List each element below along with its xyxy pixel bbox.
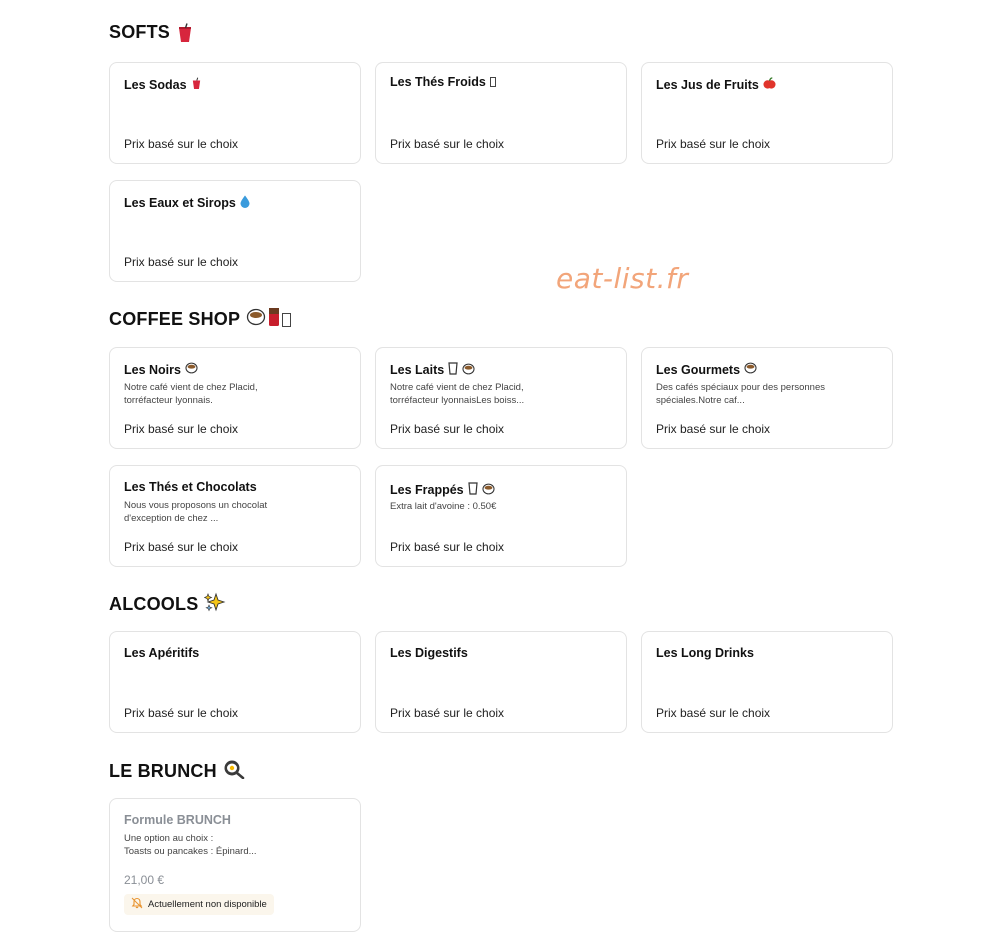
- droplet-icon: [240, 195, 250, 211]
- category-card-jus-de-fruits[interactable]: Les Jus de Fruits Prix basé sur le choix: [641, 62, 893, 164]
- section-title-softs: SOFTS: [109, 22, 194, 43]
- frying-pan-egg-icon: [223, 759, 245, 784]
- glass-of-milk-icon: [468, 482, 478, 498]
- watermark: eat-list.fr: [556, 262, 689, 295]
- hot-beverage-icon: [744, 362, 757, 377]
- unavailable-badge: Actuellement non disponible: [124, 894, 274, 915]
- section-title-brunch: LE BRUNCH: [109, 759, 245, 784]
- sparkles-icon: [204, 592, 226, 617]
- category-card-eaux-sirops[interactable]: Les Eaux et Sirops Prix basé sur le choix: [109, 180, 361, 282]
- category-card-sodas[interactable]: Les Sodas Prix basé sur le choix: [109, 62, 361, 164]
- section-title-alcools: ALCOOLS: [109, 592, 226, 617]
- glass-of-milk-icon: [448, 362, 458, 378]
- product-card-formule-brunch[interactable]: Formule BRUNCH Une option au choix : Toasts ou pancakes : Épinard... 21,00 € Actuellement non disponible: [109, 798, 361, 932]
- category-card-laits[interactable]: Les Laits Notre café vient de chez Placid, torréfacteur lyonnaisLes boiss... Prix basé sur le choix: [375, 347, 627, 449]
- alarm-bell-icon: [131, 897, 143, 912]
- chocolate-bar-icon: [268, 307, 280, 332]
- section-title-coffee-shop: COFFEE SHOP: [109, 307, 291, 332]
- category-card-thes-froids[interactable]: Les Thés Froids Prix basé sur le choix: [375, 62, 627, 164]
- category-card-frappes[interactable]: Les Frappés Extra lait d'avoine : 0.50€ Prix basé sur le choix: [375, 465, 627, 567]
- missing-glyph-icon: [282, 313, 291, 327]
- category-card-aperitifs[interactable]: Les Apéritifs Prix basé sur le choix: [109, 631, 361, 733]
- red-apple-icon: [763, 77, 776, 93]
- hot-beverage-icon: [482, 483, 495, 498]
- cup-with-straw-icon: [191, 77, 202, 93]
- category-card-thes-chocolats[interactable]: Les Thés et Chocolats Nous vous proposons un chocolat d'exception de chez ... Prix basé sur le choix: [109, 465, 361, 567]
- category-card-noirs[interactable]: Les Noirs Notre café vient de chez Placid, torréfacteur lyonnais. Prix basé sur le choix: [109, 347, 361, 449]
- hot-beverage-icon: [246, 308, 266, 331]
- category-card-long-drinks[interactable]: Les Long Drinks Prix basé sur le choix: [641, 631, 893, 733]
- category-card-gourmets[interactable]: Les Gourmets Des cafés spéciaux pour des personnes spéciales.Notre caf... Prix basé sur le choix: [641, 347, 893, 449]
- missing-glyph-icon: [490, 77, 496, 87]
- cup-with-straw-icon: [176, 23, 194, 43]
- category-card-digestifs[interactable]: Les Digestifs Prix basé sur le choix: [375, 631, 627, 733]
- product-price: 21,00 €: [124, 873, 165, 887]
- hot-beverage-icon: [462, 363, 475, 378]
- hot-beverage-icon: [185, 362, 198, 377]
